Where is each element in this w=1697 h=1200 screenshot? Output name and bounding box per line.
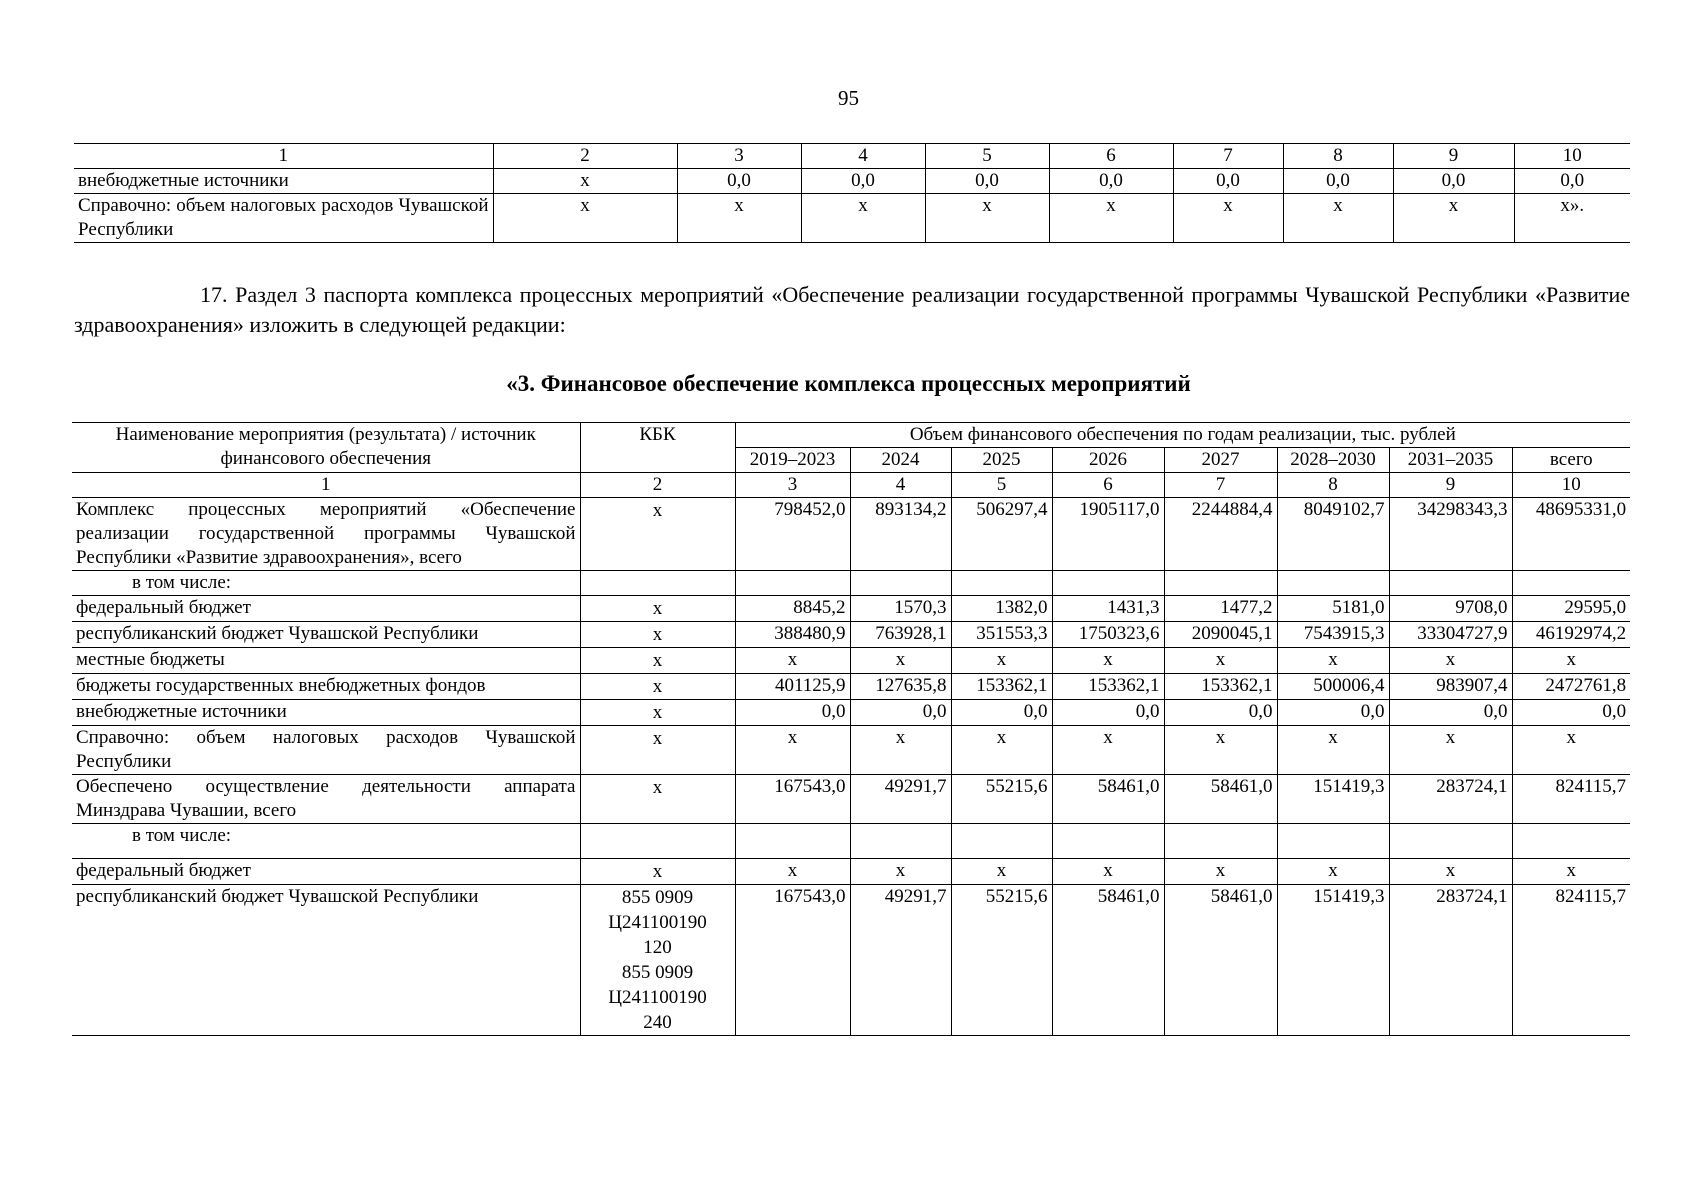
value-cell: 34298343,3 bbox=[1389, 498, 1512, 571]
value-cell: x bbox=[1277, 859, 1389, 885]
value-cell: x bbox=[493, 194, 677, 243]
value-cell: x». bbox=[1514, 194, 1630, 243]
column-number: 6 bbox=[1049, 144, 1173, 169]
value-cell: 153362,1 bbox=[1052, 674, 1164, 700]
value-cell: 8845,2 bbox=[735, 596, 850, 622]
row-name: внебюджетные источники bbox=[74, 169, 493, 194]
value-cell: 401125,9 bbox=[735, 674, 850, 700]
table-row bbox=[72, 859, 1630, 885]
empty-cell bbox=[951, 824, 1052, 859]
empty-cell bbox=[735, 824, 850, 859]
empty-cell bbox=[1164, 824, 1277, 859]
value-cell: x bbox=[951, 859, 1052, 885]
value-cell: x bbox=[1277, 726, 1389, 775]
year-header: всего bbox=[1512, 448, 1630, 473]
kbk-cell: x bbox=[580, 622, 735, 648]
table-row bbox=[72, 885, 1630, 1036]
kbk-cell: x bbox=[580, 726, 735, 775]
empty-cell bbox=[850, 571, 951, 596]
column-number: 10 bbox=[1514, 144, 1630, 169]
subheader-label: в том числе: bbox=[72, 571, 580, 596]
value-cell: x bbox=[1049, 194, 1173, 243]
value-cell: 0,0 bbox=[1049, 169, 1173, 194]
value-cell: x bbox=[1173, 194, 1283, 243]
empty-cell bbox=[1052, 571, 1164, 596]
value-cell: 283724,1 bbox=[1389, 775, 1512, 824]
value-cell: x bbox=[1389, 648, 1512, 674]
year-header: 2024 bbox=[850, 448, 951, 473]
empty-cell bbox=[1277, 824, 1389, 859]
year-header: 2028–2030 bbox=[1277, 448, 1389, 473]
value-cell: 824115,7 bbox=[1512, 885, 1630, 1036]
header-name: Наименование мероприятия (результата) / источник финансового обеспечения bbox=[72, 423, 580, 473]
empty-cell bbox=[580, 571, 735, 596]
value-cell: 0,0 bbox=[735, 700, 850, 726]
empty-cell bbox=[1512, 824, 1630, 859]
column-number: 7 bbox=[1164, 473, 1277, 498]
empty-cell bbox=[735, 571, 850, 596]
row-name: республиканский бюджет Чувашской Республики bbox=[72, 622, 580, 648]
value-cell: 0,0 bbox=[1173, 169, 1283, 194]
value-cell: 1570,3 bbox=[850, 596, 951, 622]
value-cell: 153362,1 bbox=[951, 674, 1052, 700]
subheader-label: в том числе: bbox=[72, 824, 580, 859]
header-row bbox=[72, 423, 1630, 448]
value-cell: 0,0 bbox=[1164, 700, 1277, 726]
value-cell: 1905117,0 bbox=[1052, 498, 1164, 571]
row-name: внебюджетные источники bbox=[72, 700, 580, 726]
section-title: «3. Финансовое обеспечение комплекса процессных мероприятий bbox=[506, 371, 1191, 396]
value-cell: x bbox=[735, 859, 850, 885]
value-cell: 58461,0 bbox=[1164, 775, 1277, 824]
paragraph-17: 17. Раздел 3 паспорта комплекса процессных мероприятий «Обеспечение реализации государственной программы Чувашской Республики «Развитие здравоохранения» изложить в следующей редакции: bbox=[74, 282, 1630, 337]
year-header: 2019–2023 bbox=[735, 448, 850, 473]
value-cell: x bbox=[1164, 859, 1277, 885]
value-cell: 824115,7 bbox=[1512, 775, 1630, 824]
empty-cell bbox=[1389, 571, 1512, 596]
value-cell: 9708,0 bbox=[1389, 596, 1512, 622]
value-cell: 5181,0 bbox=[1277, 596, 1389, 622]
value-cell: x bbox=[735, 648, 850, 674]
value-cell: 500006,4 bbox=[1277, 674, 1389, 700]
value-cell: x bbox=[1283, 194, 1393, 243]
row-name: Справочно: объем налоговых расходов Чувашской Республики bbox=[74, 194, 493, 243]
row-name: бюджеты государственных внебюджетных фондов bbox=[72, 674, 580, 700]
value-cell: 46192974,2 bbox=[1512, 622, 1630, 648]
column-number: 1 bbox=[74, 144, 493, 169]
empty-cell bbox=[850, 824, 951, 859]
column-number: 9 bbox=[1393, 144, 1514, 169]
value-cell: 7543915,3 bbox=[1277, 622, 1389, 648]
value-cell: 763928,1 bbox=[850, 622, 951, 648]
page-number: 95 bbox=[838, 86, 859, 110]
value-cell: 55215,6 bbox=[951, 885, 1052, 1036]
value-cell: 0,0 bbox=[1277, 700, 1389, 726]
kbk-line: 855 0909 bbox=[621, 962, 694, 983]
kbk-cell: x bbox=[580, 859, 735, 885]
top-table-header-row bbox=[74, 144, 1630, 169]
value-cell: x bbox=[1052, 648, 1164, 674]
value-cell: x bbox=[1164, 648, 1277, 674]
value-cell: x bbox=[1277, 648, 1389, 674]
value-cell: 1431,3 bbox=[1052, 596, 1164, 622]
value-cell: x bbox=[1052, 859, 1164, 885]
value-cell: x bbox=[850, 859, 951, 885]
column-number: 1 bbox=[72, 473, 580, 498]
value-cell: x bbox=[1389, 726, 1512, 775]
value-cell: x bbox=[677, 194, 801, 243]
value-cell: 0,0 bbox=[677, 169, 801, 194]
table-row bbox=[72, 700, 1630, 726]
value-cell: x bbox=[735, 726, 850, 775]
value-cell: 2244884,4 bbox=[1164, 498, 1277, 571]
value-cell: 893134,2 bbox=[850, 498, 951, 571]
kbk-line: Ц241100190 bbox=[608, 987, 707, 1008]
empty-cell bbox=[1052, 824, 1164, 859]
value-cell: 0,0 bbox=[1389, 700, 1512, 726]
value-cell: 48695331,0 bbox=[1512, 498, 1630, 571]
value-cell: 388480,9 bbox=[735, 622, 850, 648]
kbk-cell: x bbox=[580, 775, 735, 824]
empty-cell bbox=[1277, 571, 1389, 596]
value-cell: 506297,4 bbox=[951, 498, 1052, 571]
value-cell: 33304727,9 bbox=[1389, 622, 1512, 648]
value-cell: 0,0 bbox=[801, 169, 925, 194]
value-cell: x bbox=[1393, 194, 1514, 243]
row-name: местные бюджеты bbox=[72, 648, 580, 674]
header-kbk: КБК bbox=[580, 423, 735, 473]
value-cell: x bbox=[951, 726, 1052, 775]
table-row bbox=[72, 648, 1630, 674]
kbk-cell: x bbox=[580, 700, 735, 726]
year-header: 2027 bbox=[1164, 448, 1277, 473]
row-name: Справочно: объем налоговых расходов Чувашской Республики bbox=[72, 726, 580, 775]
row-name: Комплекс процессных мероприятий «Обеспечение реализации государственной программы Чувашской Республики «Развитие здравоохранения», всего bbox=[72, 498, 580, 571]
table-row bbox=[74, 194, 1630, 243]
value-cell: x bbox=[493, 169, 677, 194]
column-numbers-row bbox=[72, 473, 1630, 498]
column-number: 8 bbox=[1277, 473, 1389, 498]
column-number: 4 bbox=[850, 473, 951, 498]
value-cell: 283724,1 bbox=[1389, 885, 1512, 1036]
value-cell: 29595,0 bbox=[1512, 596, 1630, 622]
value-cell: 49291,7 bbox=[850, 885, 951, 1036]
financing-table bbox=[72, 422, 1630, 1036]
value-cell: 1477,2 bbox=[1164, 596, 1277, 622]
column-number: 2 bbox=[580, 473, 735, 498]
value-cell: 0,0 bbox=[1052, 700, 1164, 726]
value-cell: 0,0 bbox=[1514, 169, 1630, 194]
kbk-line: 240 bbox=[643, 1012, 672, 1033]
value-cell: 983907,4 bbox=[1389, 674, 1512, 700]
column-number: 7 bbox=[1173, 144, 1283, 169]
row-name: республиканский бюджет Чувашской Республики bbox=[72, 885, 580, 1036]
value-cell: 49291,7 bbox=[850, 775, 951, 824]
value-cell: 0,0 bbox=[1283, 169, 1393, 194]
row-name: федеральный бюджет bbox=[72, 596, 580, 622]
column-number: 10 bbox=[1512, 473, 1630, 498]
column-number: 5 bbox=[925, 144, 1049, 169]
column-number: 8 bbox=[1283, 144, 1393, 169]
value-cell: 0,0 bbox=[1512, 700, 1630, 726]
kbk-cell: x bbox=[580, 498, 735, 571]
value-cell: 151419,3 bbox=[1277, 885, 1389, 1036]
value-cell: 2472761,8 bbox=[1512, 674, 1630, 700]
row-name: Обеспечено осуществление деятельности аппарата Минздрава Чувашии, всего bbox=[72, 775, 580, 824]
column-number: 3 bbox=[677, 144, 801, 169]
value-cell: 58461,0 bbox=[1052, 775, 1164, 824]
row-name: федеральный бюджет bbox=[72, 859, 580, 885]
table-row bbox=[72, 596, 1630, 622]
table-row bbox=[72, 674, 1630, 700]
value-cell: 153362,1 bbox=[1164, 674, 1277, 700]
column-number: 5 bbox=[951, 473, 1052, 498]
column-number: 6 bbox=[1052, 473, 1164, 498]
value-cell: x bbox=[1389, 859, 1512, 885]
table-row bbox=[72, 622, 1630, 648]
subheader-row bbox=[72, 824, 1630, 859]
value-cell: 0,0 bbox=[951, 700, 1052, 726]
value-cell: 167543,0 bbox=[735, 885, 850, 1036]
value-cell: 0,0 bbox=[850, 700, 951, 726]
value-cell: x bbox=[1512, 726, 1630, 775]
year-header: 2031–2035 bbox=[1389, 448, 1512, 473]
value-cell: 127635,8 bbox=[850, 674, 951, 700]
value-cell: x bbox=[1052, 726, 1164, 775]
kbk-cell: x bbox=[580, 674, 735, 700]
value-cell: 1750323,6 bbox=[1052, 622, 1164, 648]
empty-cell bbox=[1164, 571, 1277, 596]
value-cell: 58461,0 bbox=[1164, 885, 1277, 1036]
value-cell: x bbox=[850, 726, 951, 775]
table-row bbox=[74, 169, 1630, 194]
value-cell: x bbox=[801, 194, 925, 243]
empty-cell bbox=[1512, 571, 1630, 596]
value-cell: 798452,0 bbox=[735, 498, 850, 571]
year-header: 2026 bbox=[1052, 448, 1164, 473]
column-number: 3 bbox=[735, 473, 850, 498]
value-cell: 167543,0 bbox=[735, 775, 850, 824]
value-cell: 2090045,1 bbox=[1164, 622, 1277, 648]
column-number: 9 bbox=[1389, 473, 1512, 498]
table-row bbox=[72, 775, 1630, 824]
value-cell: 8049102,7 bbox=[1277, 498, 1389, 571]
year-header: 2025 bbox=[951, 448, 1052, 473]
value-cell: x bbox=[1164, 726, 1277, 775]
kbk-cell: x bbox=[580, 648, 735, 674]
kbk-line: Ц241100190 bbox=[608, 912, 707, 933]
value-cell: x bbox=[1512, 648, 1630, 674]
value-cell: 55215,6 bbox=[951, 775, 1052, 824]
value-cell: 1382,0 bbox=[951, 596, 1052, 622]
value-cell: 58461,0 bbox=[1052, 885, 1164, 1036]
empty-cell bbox=[580, 824, 735, 859]
header-volume: Объем финансового обеспечения по годам реализации, тыс. рублей bbox=[735, 423, 1630, 448]
value-cell: x bbox=[850, 648, 951, 674]
empty-cell bbox=[951, 571, 1052, 596]
kbk-cell bbox=[580, 885, 735, 1036]
value-cell: x bbox=[925, 194, 1049, 243]
value-cell: x bbox=[1512, 859, 1630, 885]
empty-cell bbox=[1389, 824, 1512, 859]
value-cell: 0,0 bbox=[925, 169, 1049, 194]
value-cell: 351553,3 bbox=[951, 622, 1052, 648]
value-cell: 0,0 bbox=[1393, 169, 1514, 194]
kbk-line: 855 0909 bbox=[621, 887, 694, 908]
table-row bbox=[72, 498, 1630, 571]
column-number: 4 bbox=[801, 144, 925, 169]
value-cell: x bbox=[951, 648, 1052, 674]
subheader-row bbox=[72, 571, 1630, 596]
column-number: 2 bbox=[493, 144, 677, 169]
top-table bbox=[74, 143, 1630, 243]
kbk-cell: x bbox=[580, 596, 735, 622]
kbk-line: 120 bbox=[643, 937, 672, 958]
value-cell: 151419,3 bbox=[1277, 775, 1389, 824]
table-row bbox=[72, 726, 1630, 775]
